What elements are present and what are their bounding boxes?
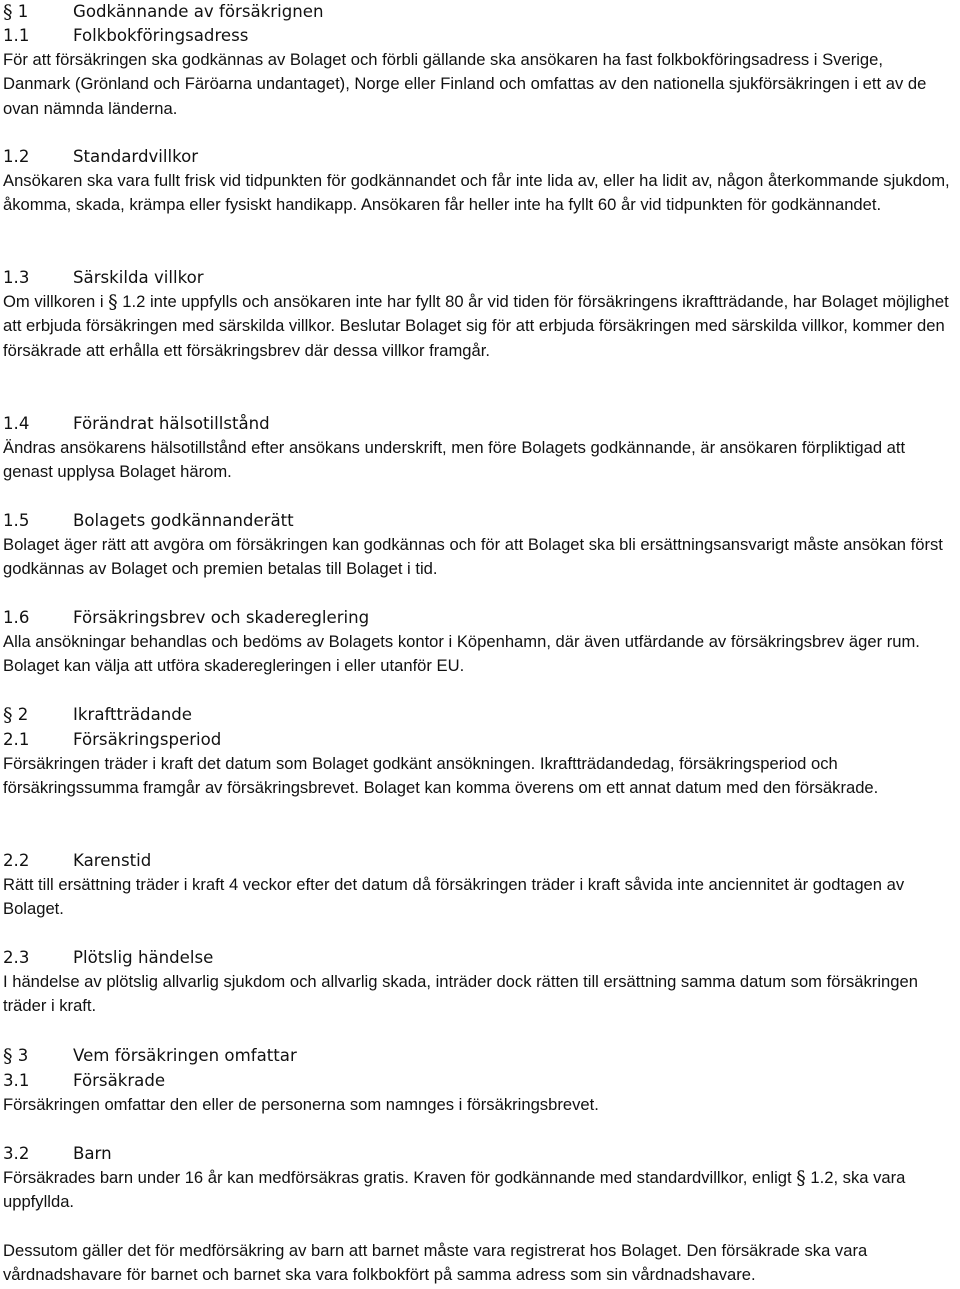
subsection-title: Plötslig händelse: [73, 948, 214, 967]
subsection-title: Barn: [73, 1144, 112, 1163]
paragraph-text: 1.2, ska vara uppfyllda.: [3, 1168, 906, 1212]
paragraph-text: Ändras ansökarens hälsotillstånd efter ansökans underskrift, men före Bolagets godkännande, är ansökaren förpliktigad att genast upplysa Bolaget härom.: [3, 438, 906, 482]
section-symbol: §: [3, 704, 13, 726]
subsection-number: 3.1: [3, 1071, 30, 1090]
subsection-title: Folkbokföringsadress: [73, 26, 249, 45]
section-symbol: §: [108, 291, 118, 313]
subsection-number: 2.1: [3, 730, 30, 749]
paragraph-text: Rätt till ersättning träder i kraft 4 veckor efter det datum då försäkringen träder i kraft såvida inte anciennitet är godtagen av Bolaget.: [3, 875, 905, 919]
subsection-number: 2.3: [3, 948, 30, 967]
section-number: 1: [17, 2, 29, 21]
paragraph-text-prefix: Försäkrades barn under 16 år kan medförsäkras gratis. Kraven för godkännande med standardvillkor, enligt: [3, 1168, 792, 1187]
paragraph-text: Försäkringen träder i kraft det datum som Bolaget godkänt ansökningen. Ikraftträdandedag, försäkringsperiod och försäkringssumma framgår av försäkringsbrevet. Bolaget kan komma överens om ett annat datum med den försäkrade.: [3, 754, 879, 798]
paragraph-text-prefix: Om villkoren i: [3, 292, 104, 311]
section-symbol: §: [3, 1, 13, 23]
subsection-title: Försäkrade: [73, 1071, 166, 1090]
paragraph-text: Dessutom gäller det för medförsäkring av barn att barnet måste vara registrerat hos Bolaget. Den försäkrade ska vara vårdnadshavare för barnet och barnet ska vara folkbokfört på samma adress som sin vårdnadshavare.: [3, 1241, 868, 1285]
paragraph-text: Ansökaren ska vara fullt frisk vid tidpunkten för godkännandet och får inte lida av, eller ha lidit av, någon återkommande sjukdom, åkomma, skada, krämpa eller fysiskt handikapp. Ansökaren får heller inte ha fyllt 60 år vid tidpunkten för godkännandet.: [3, 171, 950, 215]
paragraph-text: För att försäkringen ska godkännas av Bolaget och förbli gällande ska ansökaren ha fast folkbokföringsadress i Sverige, Danmark (Grönland och Färöarna undantaget), Norge eller Finland och omfattas av den nationella sjukförsäkringen i ett av de ovan nämnda länderna.: [3, 50, 927, 118]
paragraph-text: 1.2 inte uppfylls och ansökaren inte har fyllt 80 år vid tiden för försäkringens ikraftträdande, har Bolaget möjlighet att erbjuda försäkringen med särskilda villkor. Beslutar Bolaget sig för att erbjuda försäkringen med särskilda villkor, kommer den försäkrade att erhålla ett försäkringsbrev där dessa villkor framgår.: [3, 292, 949, 360]
subsection-title: Karenstid: [73, 851, 152, 870]
paragraph-text: I händelse av plötslig allvarlig sjukdom och allvarlig skada, inträder dock rätten till ersättning samma datum som försäkringen träder i kraft.: [3, 972, 918, 1016]
subsection-title: Försäkringsbrev och skadereglering: [73, 608, 370, 627]
subsection-title: Försäkringsperiod: [73, 730, 222, 749]
subsection-title: Särskilda villkor: [73, 268, 204, 287]
section-title: Vem försäkringen omfattar: [73, 1046, 297, 1065]
subsection-number: 1.3: [3, 268, 30, 287]
subsection-title: Standardvillkor: [73, 147, 199, 166]
section-number: 2: [17, 705, 29, 724]
subsection-number: 3.2: [3, 1144, 30, 1163]
subsection-number: 1.1: [3, 26, 30, 45]
paragraph-text: Försäkringen omfattar den eller de personerna som namnges i försäkringsbrevet.: [3, 1095, 599, 1114]
subsection-number: 2.2: [3, 851, 30, 870]
paragraph-text: Alla ansökningar behandlas och bedöms av Bolagets kontor i Köpenhamn, där även utfärdande av försäkringsbrev äger rum. Bolaget kan välja att utföra skaderegleringen i eller utanför EU.: [3, 632, 920, 676]
section-symbol: §: [796, 1167, 806, 1189]
subsection-title: Förändrat hälsotillstånd: [73, 414, 270, 433]
subsection-number: 1.5: [3, 511, 30, 530]
section-title: Godkännande av försäkrignen: [73, 2, 324, 21]
section-title: Ikraftträdande: [73, 705, 193, 724]
subsection-number: 1.4: [3, 414, 30, 433]
subsection-number: 1.6: [3, 608, 30, 627]
section-number: 3: [17, 1046, 29, 1065]
paragraph-text: Bolaget äger rätt att avgöra om försäkringen kan godkännas och för att Bolaget ska bli ersättningsansvarigt måste ansökan först godkännas av Bolaget och premien betalas till Bolaget i tid.: [3, 535, 943, 579]
subsection-title: Bolagets godkännanderätt: [73, 511, 294, 530]
section-symbol: §: [3, 1045, 13, 1067]
subsection-number: 1.2: [3, 147, 30, 166]
